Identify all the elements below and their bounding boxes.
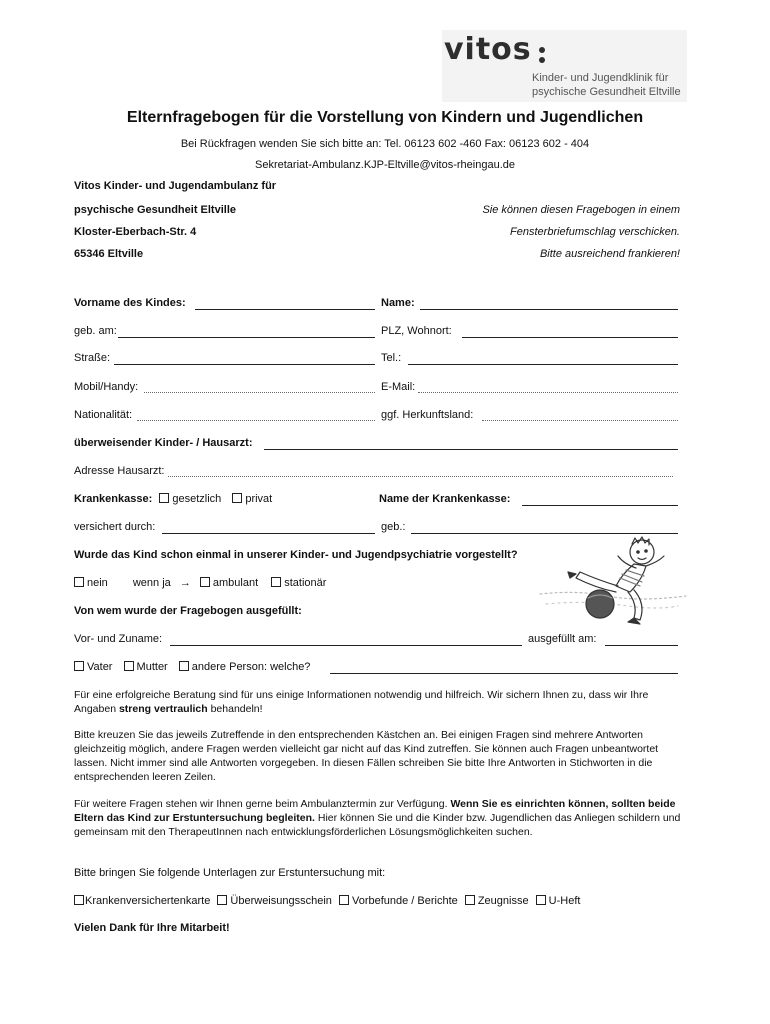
label-privat: privat — [245, 493, 273, 505]
label-gesetzlich: gesetzlich — [172, 493, 222, 505]
note-line-2: Fensterbriefumschlag verschicken. — [510, 226, 680, 238]
label-nein: nein — [87, 577, 108, 589]
input-ausgefuellt-am[interactable] — [605, 645, 678, 646]
label-krankenversichertenkarte: Krankenversichertenkarte — [85, 895, 211, 907]
question-ausgefuellt: Von wem wurde der Fragebogen ausgefüllt: — [74, 605, 302, 617]
checkbox-zeugnisse[interactable] — [465, 895, 475, 905]
thanks-line: Vielen Dank für Ihre Mitarbeit! — [74, 922, 230, 934]
label-versichert-durch: versichert durch: — [74, 521, 156, 533]
child-jumping-illustration — [538, 534, 688, 626]
logo-colon-icon — [539, 43, 545, 67]
label-adresse-hausarzt: Adresse Hausarzt: — [74, 465, 165, 477]
checkbox-vorbefunde[interactable] — [339, 895, 349, 905]
logo-subtitle-1: Kinder- und Jugendklinik für — [532, 72, 669, 84]
checkbox-krankenversichertenkarte[interactable] — [74, 895, 84, 905]
checkbox-gesetzlich[interactable] — [159, 493, 169, 503]
checkbox-ueberweisungsschein[interactable] — [217, 895, 227, 905]
input-hausarzt[interactable] — [264, 449, 678, 450]
checkbox-andere-person[interactable] — [179, 661, 189, 671]
label-stationaer: stationär — [284, 577, 327, 589]
label-u-heft: U-Heft — [548, 895, 581, 907]
arrow-right-icon: → — [179, 577, 191, 589]
label-vor-zuname: Vor- und Zuname: — [74, 633, 163, 645]
label-ueberweisungsschein: Überweisungsschein — [230, 895, 332, 907]
label-nationalitaet: Nationalität: — [74, 409, 133, 421]
input-telefon[interactable] — [408, 364, 678, 365]
logo-wordmark: vitos — [444, 32, 532, 67]
label-vorname: Vorname des Kindes: — [74, 297, 186, 309]
input-email[interactable] — [418, 392, 678, 393]
checkbox-vater[interactable] — [74, 661, 84, 671]
note-line-3: Bitte ausreichend frankieren! — [539, 248, 680, 260]
input-versichert-durch[interactable] — [162, 533, 375, 534]
documents-list — [74, 895, 580, 907]
label-ausgefuellt-am: ausgefüllt am: — [528, 633, 597, 645]
label-mobil: Mobil/Handy: — [74, 381, 139, 393]
checkbox-mutter[interactable] — [124, 661, 134, 671]
input-vorname[interactable] — [195, 309, 375, 310]
paragraph-vertraulich: Für eine erfolgreiche Beratung sind für uns einige Informationen notwendig und hilfreich. Wir sichern Ihnen zu, dass wir Ihre Angaben streng vertraulich behandeln! — [74, 689, 649, 715]
paragraph-hinweise: Bitte kreuzen Sie das jeweils Zutreffende in den entsprechenden Kästchen an. Bei einigen Fragen sind mehrere Antworten gleichzeitig möglich, andere Fragen werden vielleicht gar nicht auf das Kind zutreffen. Sie können auch Fragen unbeantwortet lassen. Nicht immer sind alle Antworten vorgegeben. In diesen Fällen schreiben Sie bitte Ihre Antworten in Stichworten in die entsprechenden leeren Zeilen. — [74, 729, 659, 783]
input-mobil[interactable] — [144, 392, 375, 393]
label-ambulant: ambulant — [212, 577, 259, 589]
label-vater: Vater — [87, 661, 113, 673]
label-wenn-ja: wenn ja — [132, 577, 171, 589]
label-krankenkasse: Krankenkasse: — [74, 493, 153, 505]
contact-line: Bei Rückfragen wenden Sie sich bitte an: Tel. 06123 602 -460 Fax: 06123 602 - 404 — [180, 138, 590, 150]
krankenkasse-row — [74, 493, 272, 505]
checkbox-nein[interactable] — [74, 577, 84, 587]
options-vorgestellt — [74, 577, 326, 589]
question-vorgestellt: Wurde das Kind schon einmal in unserer Kinder- und Jugendpsychiatrie vorgestellt? — [74, 549, 518, 561]
label-email: E-Mail: — [381, 381, 416, 393]
paragraph-ambulanztermin: Für weitere Fragen stehen wir Ihnen gerne beim Ambulanztermin zur Verfügung. Wenn Sie es einrichten können, sollten beide Eltern das Kind zur Erstuntersuchung begleiten. Hier können Sie und die Kinder bzw. Jugendlichen das Anliegen schildern und gemeinsam mit den TherapeutInnen nach entwicklungsförderlichen Lösungsmöglichkeiten suchen. — [74, 798, 681, 838]
address-line-3: Kloster-Eberbach-Str. 4 — [74, 226, 197, 238]
input-andere-person[interactable] — [330, 673, 678, 674]
input-vor-zuname[interactable] — [170, 645, 522, 646]
logo — [442, 30, 687, 102]
label-geburtsdatum: geb. am: — [74, 325, 117, 337]
input-adresse-hausarzt[interactable] — [168, 476, 673, 477]
checkbox-privat[interactable] — [232, 493, 242, 503]
label-vorbefunde: Vorbefunde / Berichte — [351, 895, 458, 907]
input-name[interactable] — [420, 309, 678, 310]
label-strasse: Straße: — [74, 352, 111, 364]
label-geb-versicherter: geb.: — [381, 521, 406, 533]
email-line: Sekretariat-Ambulanz.KJP-Eltville@vitos-rheingau.de — [255, 159, 515, 171]
label-name-krankenkasse: Name der Krankenkasse: — [379, 493, 511, 505]
input-name-krankenkasse[interactable] — [522, 505, 678, 506]
address-line-4: 65346 Eltville — [74, 248, 144, 260]
label-plz-wohnort: PLZ, Wohnort: — [381, 325, 452, 337]
paragraph-unterlagen: Bitte bringen Sie folgende Unterlagen zur Erstuntersuchung mit: — [74, 867, 386, 879]
checkbox-u-heft[interactable] — [536, 895, 546, 905]
input-herkunftsland[interactable] — [482, 420, 678, 421]
address-line-1: Vitos Kinder- und Jugendambulanz für — [74, 180, 277, 192]
page-title: Elternfragebogen für die Vorstellung von Kindern und Jugendlichen — [126, 109, 644, 126]
input-geburtsdatum[interactable] — [118, 337, 375, 338]
label-andere-person: andere Person: welche? — [191, 661, 311, 673]
checkbox-stationaer[interactable] — [271, 577, 281, 587]
label-mutter: Mutter — [136, 661, 168, 673]
checkbox-ambulant[interactable] — [200, 577, 210, 587]
address-line-2: psychische Gesundheit Eltville — [74, 204, 236, 216]
label-hausarzt: überweisender Kinder- / Hausarzt: — [74, 437, 253, 449]
input-nationalitaet[interactable] — [137, 420, 375, 421]
person-options — [74, 661, 310, 673]
label-name: Name: — [381, 297, 415, 309]
note-line-1: Sie können diesen Fragebogen in einem — [482, 204, 680, 216]
label-telefon: Tel.: — [381, 352, 402, 364]
input-strasse[interactable] — [114, 364, 375, 365]
input-plz-wohnort[interactable] — [462, 337, 678, 338]
logo-subtitle-2: psychische Gesundheit Eltville — [532, 86, 681, 98]
label-zeugnisse: Zeugnisse — [477, 895, 529, 907]
label-herkunftsland: ggf. Herkunftsland: — [381, 409, 474, 421]
